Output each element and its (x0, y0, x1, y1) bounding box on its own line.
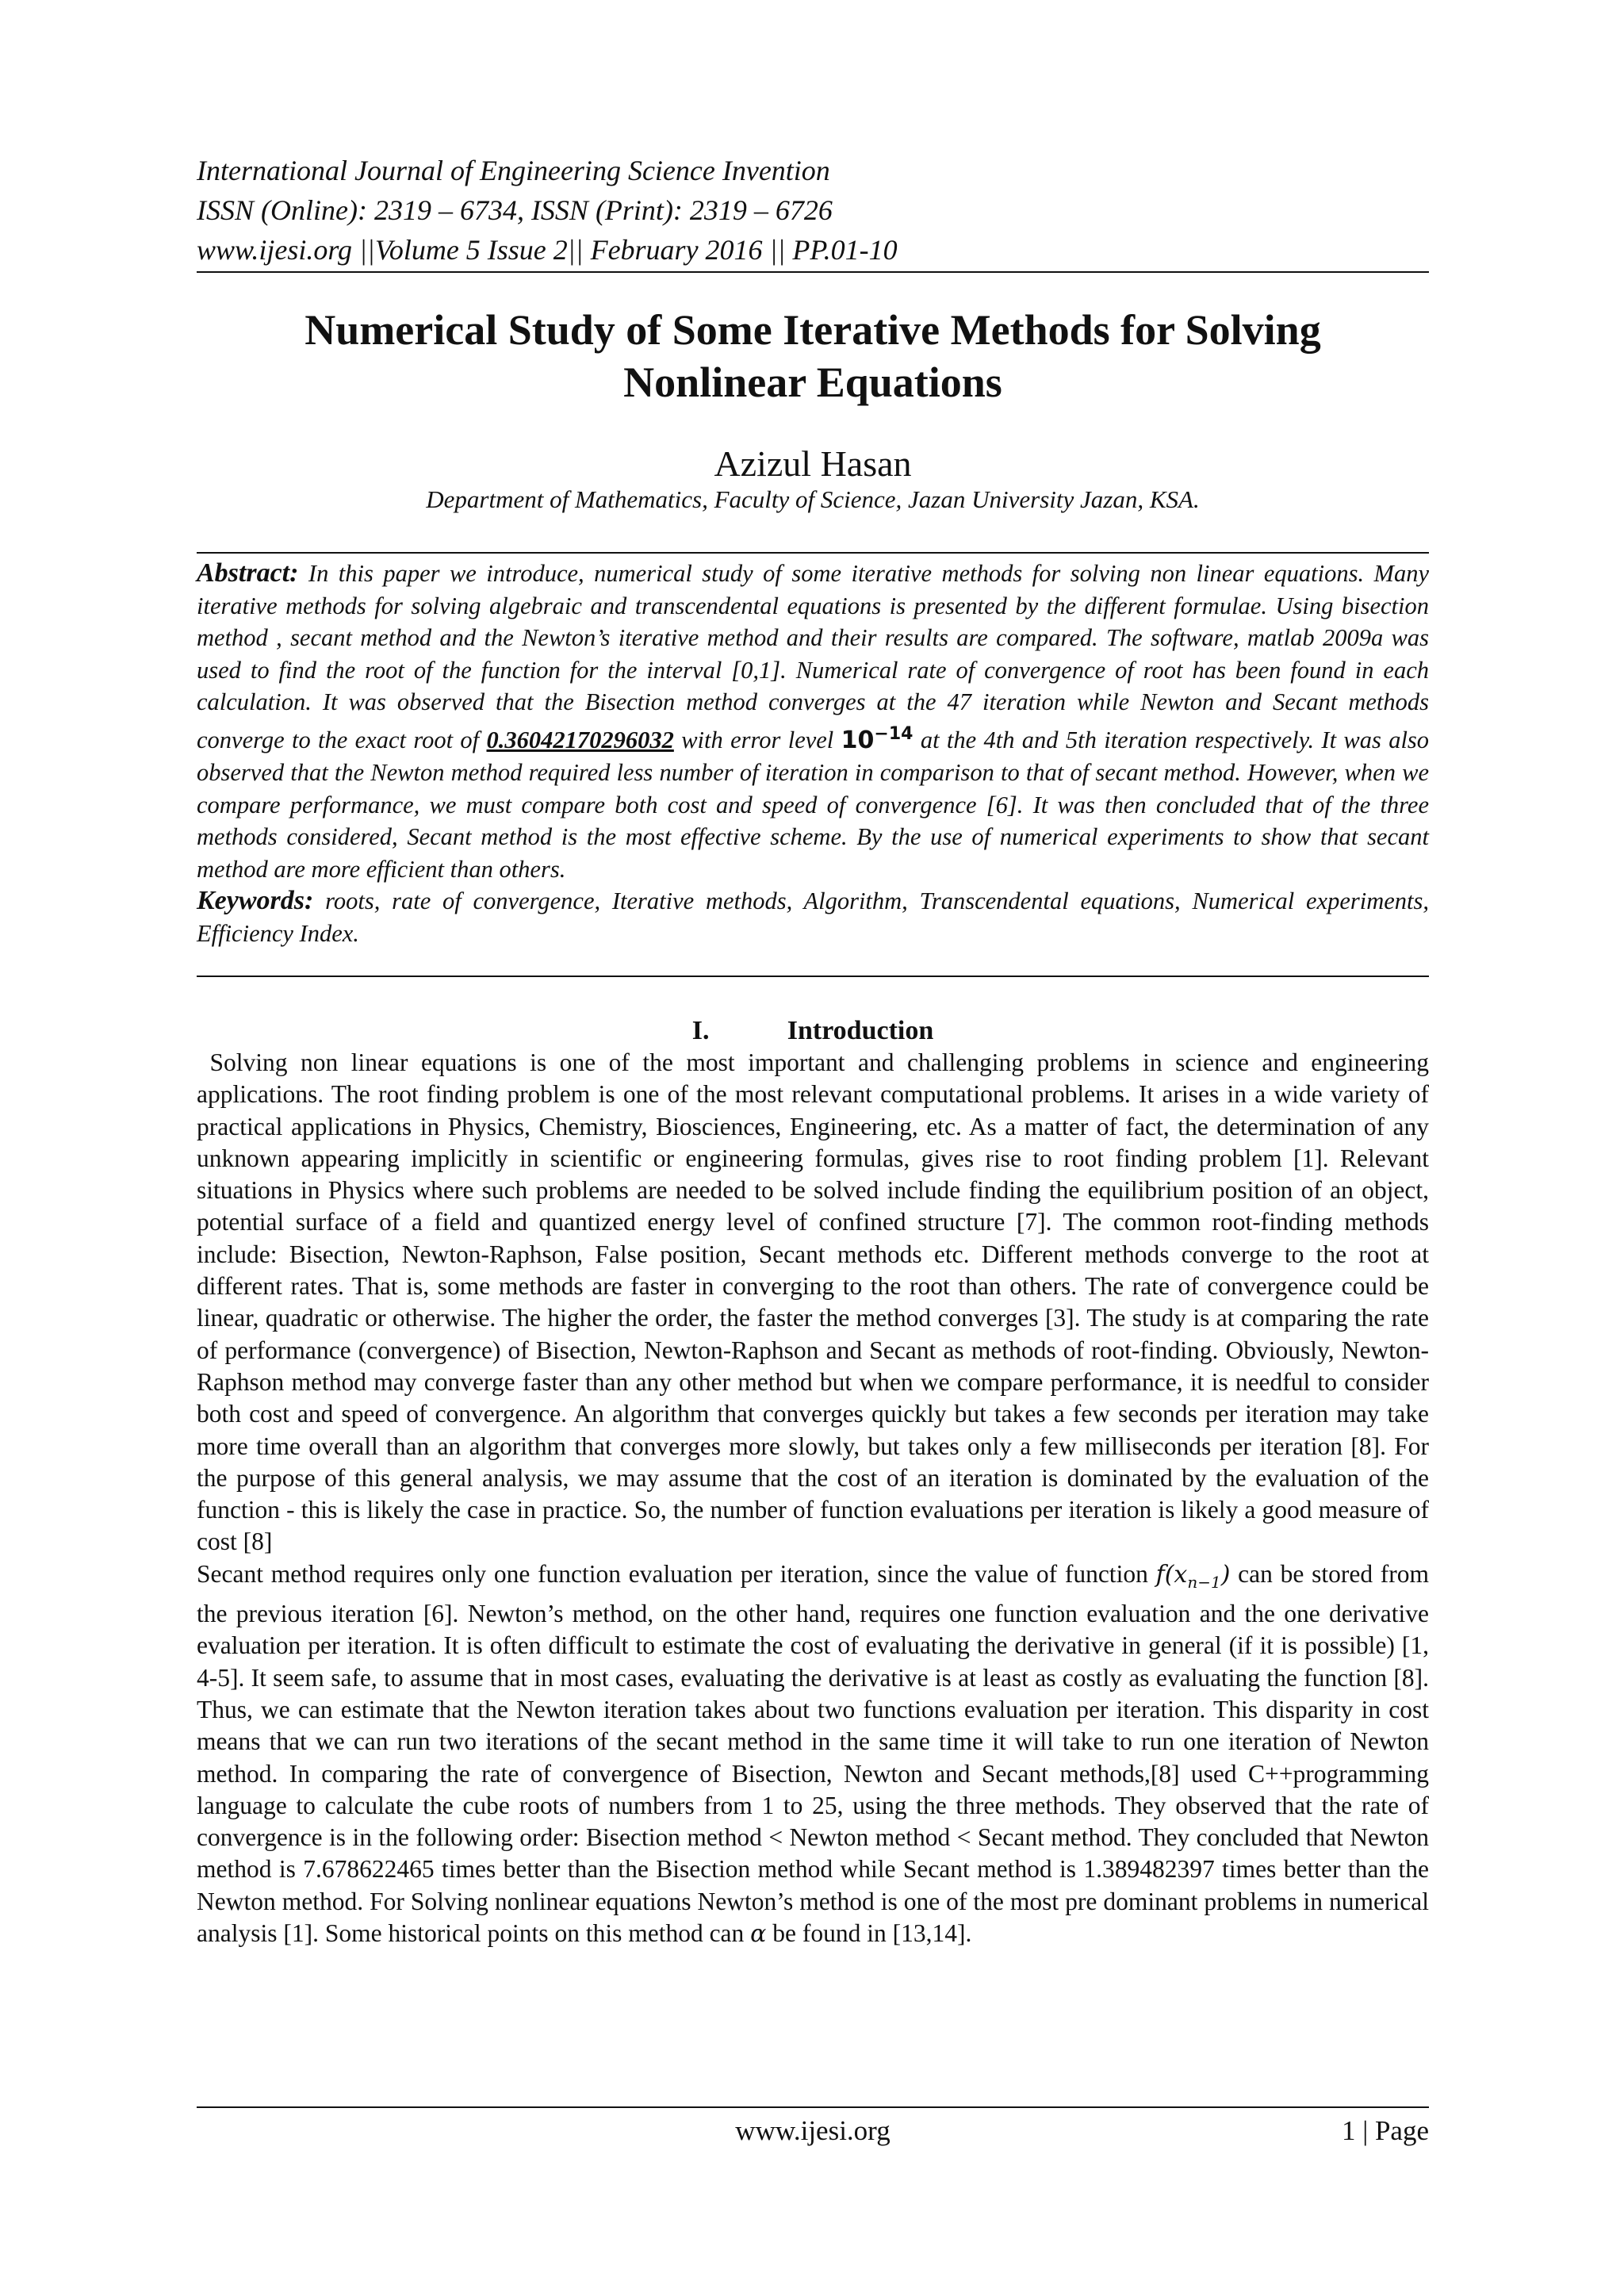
header-rule (197, 271, 1429, 273)
intro-text-2b: can be stored from the previous iteration [6]. Newton’s method, on the other hand, requires one function evaluation and the one derivative evaluation per iteration. It is often difficult to estimate the cost of evaluating the derivative in general (if it is possible) [1, 4-5]. It seem safe, to assume that in most cases, evaluating the derivative is at least as costly as evaluating the function [8]. Thus, we can estimate that the Newton iteration takes about two functions evaluation per iteration. This disparity in cost means that we can run two iterations of the secant method in the same time it will take to run one iteration of Newton method. In comparing the rate of convergence of Bisection, Newton and Secant methods,[8] used C++programming language to calculate the cube roots of numbers from 1 to 25, using the three methods. They observed that the rate of convergence is in the following order: Bisection method < Newton method < Secant method. They concluded that Newton method is 7.678622465 times better than the Bisection method while Secant method is 1.389482397 times better than the Newton method. For Solving nonlinear equations Newton’s method is one of the most pre dominant problems in numerical analysis [1]. Some historical points on this method can (197, 1559, 1430, 1948)
footer-website: www.ijesi.org (735, 2115, 891, 2146)
footer-rule (197, 2106, 1429, 2108)
intro-text-2a: Secant method requires only one function evaluation per iteration, since the value of function (197, 1559, 1148, 1588)
introduction-body (197, 1047, 1429, 1950)
fx-x: x (1174, 1560, 1188, 1589)
intro-paragraph-1 (197, 1047, 1429, 1558)
error-exponent: −14 (874, 723, 914, 744)
abstract-bottom-rule (197, 976, 1429, 977)
abstract-top-rule (197, 552, 1429, 554)
keywords-text: roots, rate of convergence, Iterative methods, Algorithm, Transcendental equations, Numerical experiments, Efficiency Index. (197, 887, 1429, 947)
abstract-block (197, 558, 1429, 949)
alpha-symbol: α (750, 1920, 767, 1949)
journal-name: International Journal of Engineering Science Invention (197, 155, 830, 186)
function-x-n-minus-1: $f(x_{n-1})$ (1155, 1560, 1231, 1592)
error-base: 10 (841, 726, 875, 754)
intro-paragraph-2 (197, 1558, 1429, 1951)
fx-f: f (1155, 1560, 1165, 1589)
journal-header (197, 151, 1429, 270)
author-name: Azizul Hasan (714, 443, 912, 484)
title-line-2: Nonlinear Equations (623, 358, 1002, 406)
exact-root-value: 0.36042170296032 (486, 726, 674, 753)
paper-title (197, 304, 1429, 408)
intro-text-2c: be found in [13,14]. (772, 1919, 972, 1948)
abstract-text-b: with error level (681, 726, 834, 753)
footer-page-number: 1 | Page (1341, 2115, 1429, 2146)
abstract-paragraph (197, 558, 1429, 885)
title-line-1: Numerical Study of Some Iterative Methods for Solving (304, 306, 1321, 354)
author-affiliation: Department of Mathematics, Faculty of Science, Jazan University Jazan, KSA. (426, 485, 1200, 513)
section-heading (197, 1014, 1429, 1048)
abstract-label: Abstract: (197, 558, 299, 588)
keywords-paragraph (197, 885, 1429, 949)
abstract-text-c: at the 4th and 5th iteration respectively. It was also observed that the Newton method required less number of iteration in comparison to that of secant method. However, when we compare performance, we must compare both cost and speed of convergence [6]. It was then concluded that of the three methods considered, Secant method is the most effective scheme. By the use of numerical experiments to show that secant method are more efficient than others. (197, 726, 1430, 883)
keywords-label: Keywords: (197, 886, 314, 915)
journal-issn: ISSN (Online): 2319 – 6734, ISSN (Print): 2319 – 6726 (197, 194, 833, 226)
abstract-text-a: In this paper we introduce, numerical study of some iterative methods for solving non linear equations. Many iterative methods for solving algebraic and transcendental equations is presented by the different formulae. Using bisection method , secant method and the Newton’s iterative method and their results are compared. The software, matlab 2009a was used to find the root of the function for the interval [0,1]. Numerical rate of convergence of root has been found in each calculation. It was observed that the Bisection method converges at the 47 iteration while Newton and Secant methods converge to the exact root of (197, 560, 1429, 753)
intro-text-1: Solving non linear equations is one of the most important and challenging problems in science and engineering applications. The root finding problem is one of the most relevant computational problems. It arises in a wide variety of practical applications in Physics, Chemistry, Biosciences, Engineering, etc. As a matter of fact, the determination of any unknown appearing implicitly in scientific or engineering formulas, gives rise to root finding problem [1]. Relevant situations in Physics where such problems are needed to be solved include finding the equilibrium position of an object, potential surface of a field and quantized energy level of confined structure [7]. The common root-finding methods include: Bisection, Newton-Raphson, False position, Secant methods etc. Different methods converge to the root at different rates. That is, some methods are faster in converging to the root than others. The rate of convergence could be linear, quadratic or otherwise. The higher the order, the faster the method converges [3]. The study is at comparing the rate of performance (convergence) of Bisection, Newton-Raphson and Secant as methods of root-finding. Obviously, Newton-Raphson method may converge faster than any other method but when we compare performance, it is needful to consider both cost and speed of convergence. An algorithm that converges quickly but takes a few seconds per iteration may take more time overall than an algorithm that converges more slowly, but takes only a few milliseconds per iteration [8]. For the purpose of this general analysis, we may assume that the cost of an iteration is dominated by the evaluation of the function - this is likely the case in practice. So, the number of function evaluations per iteration is likely a good measure of cost [8] (197, 1048, 1429, 1556)
fx-sub: n−1 (1187, 1572, 1221, 1592)
journal-volume: www.ijesi.org ||Volume 5 Issue 2|| February 2016 || PP.01-10 (197, 234, 898, 266)
error-level (841, 723, 914, 754)
section-number: I. (691, 1016, 710, 1045)
section-title: Introduction (787, 1016, 934, 1045)
